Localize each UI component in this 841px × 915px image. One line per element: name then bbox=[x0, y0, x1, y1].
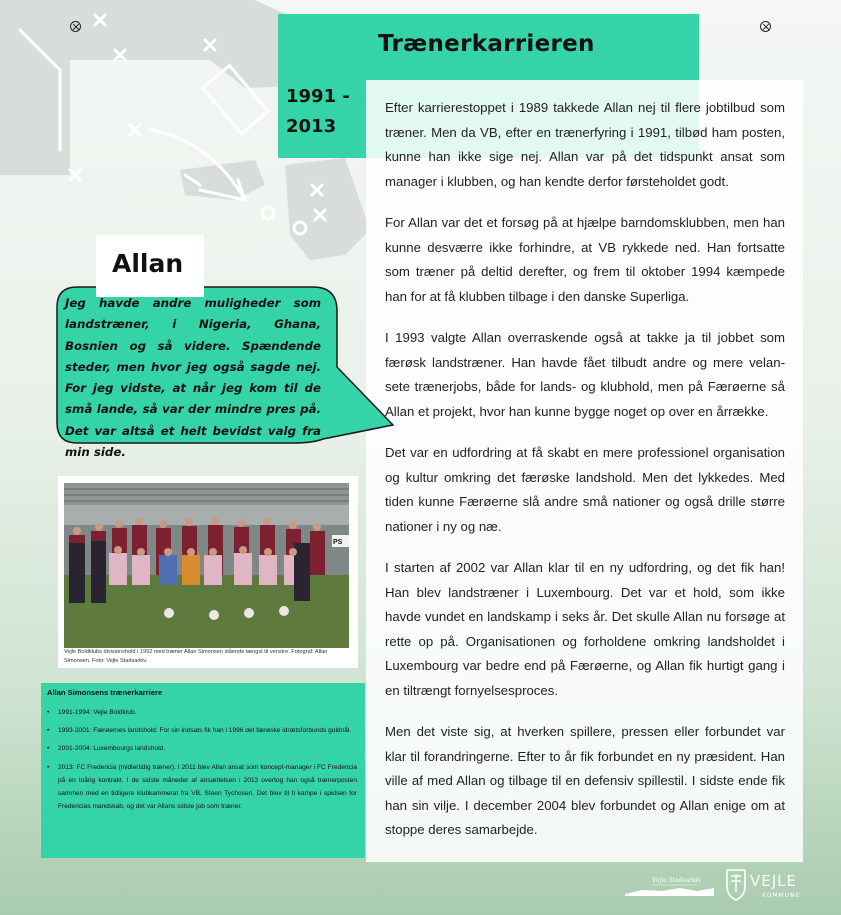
pin-icon bbox=[760, 21, 771, 32]
archive-logo-text: Vejle Stadsarkiv bbox=[652, 877, 701, 884]
years-end: 2013 bbox=[286, 116, 337, 137]
career-title: Allan Simonsens trænerkarriere bbox=[47, 688, 163, 697]
career-item: • 1991-1994: Vejle Boldklub. bbox=[47, 706, 357, 719]
article-paragraph: I 1993 valgte Allan overraskende også at takke ja til jobbet som færøsk landstræner. Han havde fået tilbudt andre og mere velan-sete trænerjobs, både for lands- og klubhold, men på Færøerne så Allan et projekt, hvor han kunne bygge noget op over en årrække. bbox=[385, 330, 785, 419]
article-paragraph: I starten af 2002 var Allan klar til en ny udfordring, og det fik han! Han blev landstræner i Luxembourg. Det var et hold, som ikke havde vundet en landskamp i seks år. Det skulle Allan nu forsøge at rette op på. Organisationen og forholdene omkring landsholdet i Luxembourg var bedre end på Færøerne, og Allan fik hurtigt gang i en tiltrængt fornyelsesproces. bbox=[385, 560, 785, 698]
vejle-stadsarkiv-logo bbox=[625, 877, 714, 896]
footer-logos bbox=[622, 866, 822, 906]
vejle-coat-of-arms-icon bbox=[727, 870, 745, 900]
article-paragraph: Det var en udfordring at få skabt en mere professionel organisation og kultur omkring det færøske landshold. Men det lykkedes. Med tiden kunne Færøerne slå andre små nationer og også drille større nationer i ny og næ. bbox=[385, 445, 785, 534]
career-item: • 2001-2004: Luxembourgs landshold. bbox=[47, 742, 357, 755]
article-body bbox=[385, 96, 785, 860]
municipality-sub: KOMMUNE bbox=[762, 892, 801, 899]
article-paragraph: For Allan var det et forsøg på at hjælpe barndomsklubben, men han kunne desværre ikke forhindre, at VB rykkede ned. Han fortsatte som træner på deltid derefter, og frem til oktober 1994 kæmpede han for at få klubben tilbage i den danske Superliga. bbox=[385, 215, 785, 304]
career-item: • 2013: FC Fredericia (midlertidig træner). I 2011 blev Allan ansat som koncept-manager i FC Fredericia på en toårig kontrakt. I de sidste måneder af ansættelsen i 2013 overtog han også trænerposten sammen med en tidligere klubkammerat fra VB, Steen Tychosen. Det blev til ti kampe i spidsen for Fredericias mandskab, og det var Allans sidste job som træner. bbox=[47, 761, 357, 814]
page-title: Trænerkarrieren bbox=[378, 31, 595, 57]
quote-name: Allan bbox=[112, 249, 184, 278]
years-start: 1991 - bbox=[286, 86, 350, 107]
team-photo bbox=[64, 483, 349, 648]
municipality-name: VEJLE bbox=[750, 872, 797, 890]
career-list bbox=[47, 706, 357, 818]
photo-caption: Vejle Boldklubs divisionshold i 1992 med træner Allan Simonsen stående længst til venstre. Fotograf: Allan Simonsen. Foto: Vejle Stadsarkiv. bbox=[64, 649, 328, 664]
pin-icon bbox=[70, 21, 81, 32]
years-label bbox=[286, 82, 366, 142]
photo-sign-text: PS bbox=[333, 539, 343, 546]
career-item: • 1993-2001: Færøernes landshold. For sin indsats fik han i 1996 det færøske idrætsforbunds guldnål. bbox=[47, 724, 357, 737]
article-paragraph: Efter karrierestoppet i 1989 takkede Allan nej til flere jobtilbud som træner. Men da VB, efter en trænerfyring i 1991, tilbød ham posten, kunne han ikke sige nej. Allan var på det tidspunkt ansat som manager i klubben, og han kendte derfor førsteholdet godt. bbox=[385, 100, 785, 189]
quote-text: Jeg havde andre muligheder som landstræner, i Nigeria, Ghana, Bosnien og så videre. Spændende steder, men hvor jeg også sagde nej. For jeg vidste, at når jeg kom til de små lande, så var der mindre pres på. Det var altså et helt bevidst valg fra min side. bbox=[65, 296, 321, 460]
article-paragraph: Men det viste sig, at hverken spillere, pressen eller forbundet var klar til forandringerne. Efter to år fik forbundet en ny præsident. Han ville af med Allan og tilbage til en defensiv spillestil. I sidste ende fik han sin vilje. I december 2004 blev forbundet og Allan enige om at stoppe deres samarbejde. bbox=[385, 724, 785, 837]
